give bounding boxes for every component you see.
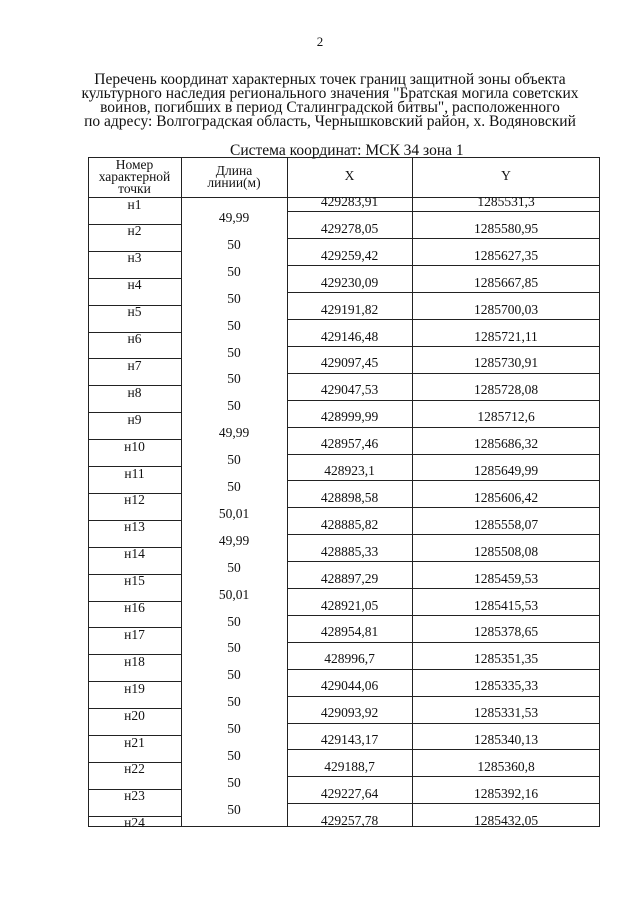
x-coordinate: 429044,06 [320, 678, 379, 694]
x-coordinate: 428885,33 [320, 543, 379, 559]
point-name: н22 [124, 761, 145, 777]
x-coordinate: 428897,29 [320, 570, 379, 586]
line-length: 49,99 [218, 210, 250, 225]
point-name: н12 [124, 492, 145, 508]
point-name: н19 [124, 680, 145, 696]
y-coordinate: 1285667,85 [473, 274, 539, 290]
xy-row-divider [287, 238, 600, 239]
line-length: 50 [227, 667, 241, 683]
x-coordinate: 428954,81 [320, 624, 379, 640]
x-coordinate: 428999,99 [320, 409, 379, 425]
xy-row-divider [287, 561, 600, 562]
x-coordinate: 428923,1 [324, 463, 375, 478]
y-coordinate: 1285700,03 [473, 301, 539, 317]
point-name: н5 [127, 304, 142, 320]
xy-row-divider [287, 642, 600, 643]
point-name: н14 [124, 546, 145, 562]
y-coordinate: 1285730,91 [473, 355, 539, 371]
x-coordinate: 429097,45 [320, 355, 379, 371]
y-coordinate: 1285558,07 [473, 516, 539, 532]
xy-row-divider [287, 480, 600, 481]
title-line: культурного наследия регионального значения "Братская могила советских [81, 85, 579, 102]
xy-row-divider [287, 427, 600, 428]
y-coordinate: 1285351,35 [473, 651, 539, 667]
y-coordinate: 1285606,42 [473, 489, 539, 505]
xy-row-divider [287, 292, 600, 293]
coordinate-system-label: Система координат: МСК 34 зона 1 [230, 142, 464, 159]
line-length: 50 [227, 801, 241, 817]
xy-row-divider [287, 749, 600, 750]
xy-row-divider [287, 803, 600, 804]
header-point-line: Номер [115, 157, 154, 172]
header-y: Y [501, 168, 511, 183]
line-length: 50 [227, 559, 241, 575]
xy-row-divider [287, 373, 600, 374]
y-coordinate: 1285415,53 [473, 597, 539, 613]
xy-row-divider [287, 454, 600, 455]
point-name: н10 [124, 438, 145, 454]
point-name: н15 [124, 573, 145, 589]
y-coordinate: 1285686,32 [473, 436, 539, 452]
x-coordinate: 429278,05 [320, 220, 379, 236]
header-point-line: характерной [98, 169, 171, 184]
title-line: Перечень координат характерных точек границ защитной зоны объекта [94, 71, 566, 88]
point-name: н13 [124, 519, 145, 535]
page-number: 2 [316, 34, 324, 49]
point-name: н16 [124, 600, 145, 615]
header-point [88, 159, 181, 195]
line-length: 50 [227, 398, 241, 414]
x-coordinate: 429259,42 [320, 247, 379, 263]
y-coordinate: 1285721,11 [474, 328, 538, 344]
point-name: н20 [124, 707, 145, 723]
point-name: н3 [127, 250, 142, 266]
line-length: 50 [227, 613, 241, 629]
point-name: н6 [127, 331, 142, 346]
title-line: воинов, погибших в период Сталинградской битвы", расположенного [100, 99, 560, 116]
y-coordinate: 1285360,8 [477, 758, 535, 774]
line-length: 50 [227, 371, 241, 387]
line-length: 50 [227, 479, 241, 494]
line-length: 50 [227, 748, 241, 763]
point-name: н9 [127, 411, 142, 427]
xy-row-divider [287, 265, 600, 266]
header-point-line: точки [118, 181, 151, 196]
point-name: н1 [127, 196, 142, 212]
xy-row-divider [287, 776, 600, 777]
x-coordinate: 428921,05 [320, 597, 379, 613]
coordinates-table [88, 157, 600, 831]
header-x: X [344, 168, 355, 183]
header-length-line: линии(м) [207, 175, 261, 190]
x-coordinate: 428957,46 [320, 436, 379, 452]
line-length: 50 [227, 263, 241, 279]
point-name: н24 [124, 815, 145, 831]
xy-row-divider [287, 534, 600, 535]
x-coordinate: 429143,17 [320, 732, 379, 747]
y-coordinate: 1285459,53 [473, 570, 539, 586]
line-length: 50 [227, 317, 241, 333]
point-name: н8 [127, 384, 142, 400]
xy-row-divider [287, 319, 600, 320]
y-coordinate: 1285331,53 [473, 705, 539, 721]
x-coordinate: 429047,53 [320, 382, 379, 398]
x-coordinate: 429227,64 [320, 785, 379, 801]
y-coordinate: 1285531,3 [477, 194, 535, 209]
line-length: 50,01 [218, 586, 250, 602]
y-coordinate: 1285508,08 [473, 543, 539, 559]
title-line: по адресу: Волгоградская область, Чернышковский район, х. Водяновский [84, 113, 576, 130]
xy-row-divider [287, 507, 600, 508]
y-coordinate: 1285712,6 [477, 409, 535, 425]
x-coordinate: 428885,82 [320, 516, 379, 532]
x-coordinate: 429093,92 [320, 705, 379, 721]
header-length [181, 165, 287, 189]
xy-row-divider [287, 723, 600, 724]
line-length: 50 [227, 774, 241, 790]
y-coordinate: 1285627,35 [473, 247, 539, 263]
y-coordinate: 1285392,16 [473, 785, 539, 801]
point-name: н21 [124, 734, 145, 750]
document-title [60, 73, 600, 129]
x-coordinate: 429188,7 [324, 758, 375, 774]
y-coordinate: 1285335,33 [473, 678, 539, 694]
point-name: н17 [124, 626, 145, 642]
point-name: н2 [127, 223, 142, 239]
x-coordinate: 428996,7 [324, 651, 375, 667]
y-coordinate: 1285580,95 [473, 220, 539, 236]
xy-row-divider [287, 696, 600, 697]
line-length: 49,99 [218, 532, 250, 548]
xy-row-divider [287, 346, 600, 347]
xy-row-divider [287, 588, 600, 589]
line-length: 50 [227, 694, 241, 710]
y-coordinate: 1285378,65 [473, 624, 539, 640]
y-coordinate: 1285432,05 [473, 812, 539, 828]
x-coordinate: 428898,58 [320, 489, 379, 505]
x-coordinate: 429257,78 [320, 812, 379, 828]
point-name: н23 [124, 788, 145, 804]
x-coordinate: 429146,48 [320, 328, 379, 344]
line-length: 50 [227, 290, 241, 306]
line-length: 50 [227, 344, 241, 360]
xy-row-divider [287, 211, 600, 212]
line-length: 50 [227, 236, 241, 252]
x-coordinate: 429191,82 [320, 301, 379, 317]
y-coordinate: 1285649,99 [473, 463, 539, 478]
line-length: 50 [227, 452, 241, 468]
point-name: н11 [124, 465, 145, 481]
line-length: 50 [227, 640, 241, 656]
y-coordinate: 1285728,08 [473, 382, 539, 398]
point-name: н7 [127, 357, 142, 373]
y-coordinate: 1285340,13 [473, 732, 539, 747]
point-name: н18 [124, 653, 145, 669]
line-length: 50,01 [218, 505, 250, 521]
point-name: н4 [127, 277, 142, 293]
xy-row-divider [287, 669, 600, 670]
xy-row-divider [287, 615, 600, 616]
line-length: 50 [227, 721, 241, 737]
x-coordinate: 429230,09 [320, 274, 379, 290]
header-length-line: Длина [215, 163, 253, 178]
xy-row-divider [287, 400, 600, 401]
line-length: 49,99 [218, 425, 250, 441]
table-top-border [88, 157, 600, 158]
x-coordinate: 429283,91 [320, 194, 379, 209]
